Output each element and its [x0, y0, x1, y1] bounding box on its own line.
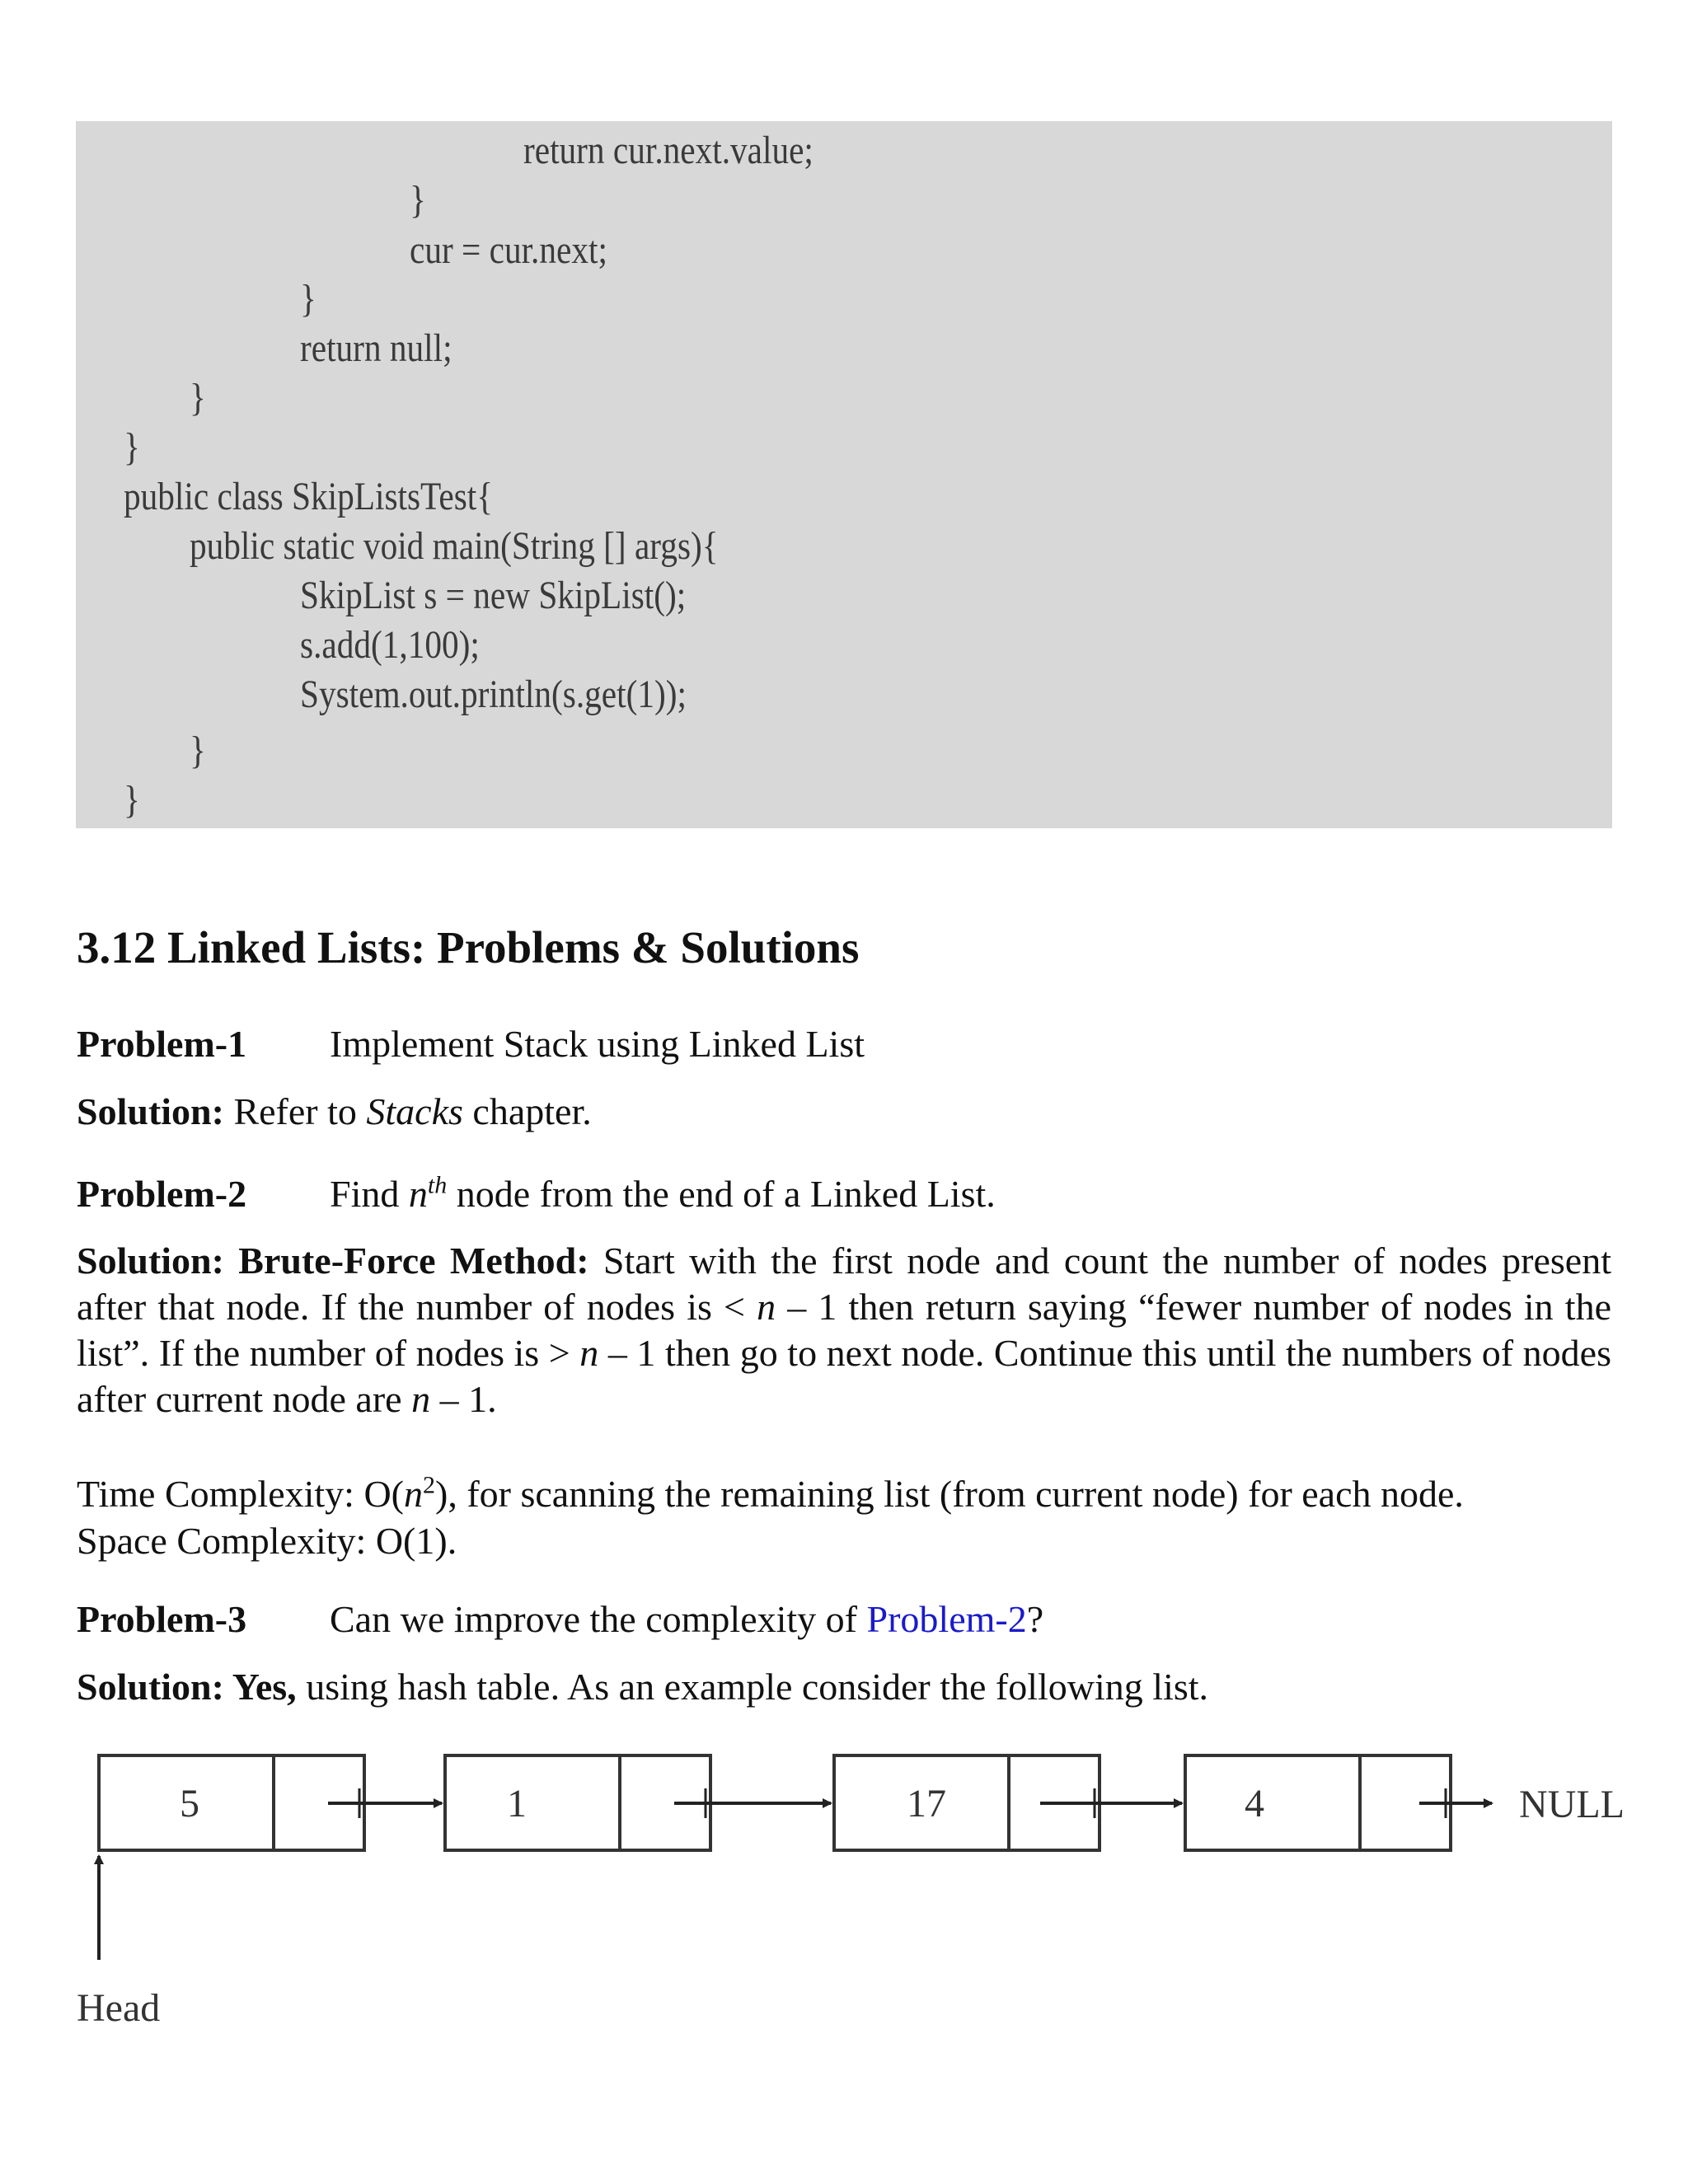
- solution-text: Refer to: [223, 1090, 367, 1132]
- solution-text: Start with the first node and count the number of nodes present after that node. If the number of nodes is <: [77, 1240, 1612, 1328]
- superscript: 2: [423, 1471, 435, 1499]
- problem-label: Problem-2: [77, 1173, 247, 1215]
- code-line: System.out.println(s.get(1));: [300, 673, 687, 716]
- variable-n: n: [408, 1173, 428, 1215]
- problem-2-link[interactable]: Problem-2: [866, 1598, 1027, 1640]
- code-block: [76, 121, 1612, 828]
- code-line: cur = cur.next;: [410, 228, 607, 272]
- method-label: Brute-Force Method:: [223, 1240, 589, 1282]
- solution-text: – 1 then return saying “fewer number of nodes in the list”. If the number of nodes is >: [77, 1286, 1611, 1374]
- code-line: }: [410, 178, 426, 222]
- problem-text: node from the end of a Linked List.: [447, 1173, 996, 1215]
- problem-text: Find: [330, 1173, 409, 1215]
- variable-n: n: [757, 1286, 776, 1328]
- solution-label: Solution:: [77, 1240, 224, 1282]
- list-node: [1185, 1755, 1451, 1850]
- solution-text: chapter.: [462, 1090, 592, 1132]
- solution-text: using hash table. As an example consider the following list.: [296, 1666, 1209, 1708]
- problem-2: [77, 1172, 996, 1216]
- node-value: 4: [1245, 1782, 1264, 1825]
- solution-text: – 1.: [430, 1378, 497, 1420]
- code-line: }: [190, 376, 206, 419]
- variable-n: n: [404, 1473, 423, 1515]
- code-line: }: [124, 778, 140, 822]
- code-line: public class SkipListsTest{: [124, 475, 494, 518]
- variable-n: n: [411, 1378, 431, 1420]
- linked-list-diagram: [0, 1731, 1688, 2044]
- code-line: }: [190, 729, 206, 772]
- node-value: 1: [507, 1782, 527, 1825]
- code-line: public static void main(String [] args){: [190, 524, 719, 568]
- complexity-text: ), for scanning the remaining list (from current node) for each node.: [435, 1473, 1464, 1515]
- solution-2-paragraph: [77, 1238, 1611, 1422]
- problem-label: Problem-1: [77, 1023, 247, 1065]
- stacks-ref: Stacks: [366, 1090, 463, 1132]
- code-line: }: [124, 425, 140, 469]
- variable-n: n: [579, 1332, 599, 1374]
- time-complexity: [77, 1472, 1464, 1516]
- space-complexity: Space Complexity: O(1).: [77, 1520, 457, 1562]
- complexity-text: Time Complexity: O(: [77, 1473, 404, 1515]
- problem-text: Can we improve the complexity of: [330, 1598, 867, 1640]
- code-line: }: [300, 277, 316, 321]
- problem-3: [77, 1597, 1043, 1641]
- head-label: Head: [77, 1986, 161, 2030]
- list-node: [99, 1755, 364, 1850]
- problem-text: ?: [1026, 1598, 1044, 1640]
- solution-3: [77, 1665, 1208, 1708]
- superscript: th: [427, 1171, 448, 1199]
- problem-1: [77, 1022, 865, 1066]
- solution-1: [77, 1090, 592, 1133]
- code-line: return null;: [300, 326, 452, 370]
- code-line: SkipList s = new SkipList();: [300, 574, 687, 617]
- solution-label: Solution: Yes,: [77, 1666, 297, 1708]
- section-heading: 3.12 Linked Lists: Problems & Solutions: [77, 922, 860, 972]
- node-value: 17: [907, 1782, 946, 1825]
- null-label: NULL: [1519, 1783, 1625, 1826]
- node-value: 5: [180, 1782, 199, 1825]
- solution-label: Solution:: [77, 1090, 224, 1132]
- code-line: return cur.next.value;: [523, 129, 814, 172]
- code-line: s.add(1,100);: [300, 623, 480, 667]
- list-node: [445, 1755, 710, 1850]
- solution-text: – 1 then go to next node. Continue this until the numbers of nodes after current node are: [77, 1332, 1611, 1420]
- problem-text: Implement Stack using Linked List: [330, 1023, 865, 1065]
- problem-label: Problem-3: [77, 1598, 247, 1640]
